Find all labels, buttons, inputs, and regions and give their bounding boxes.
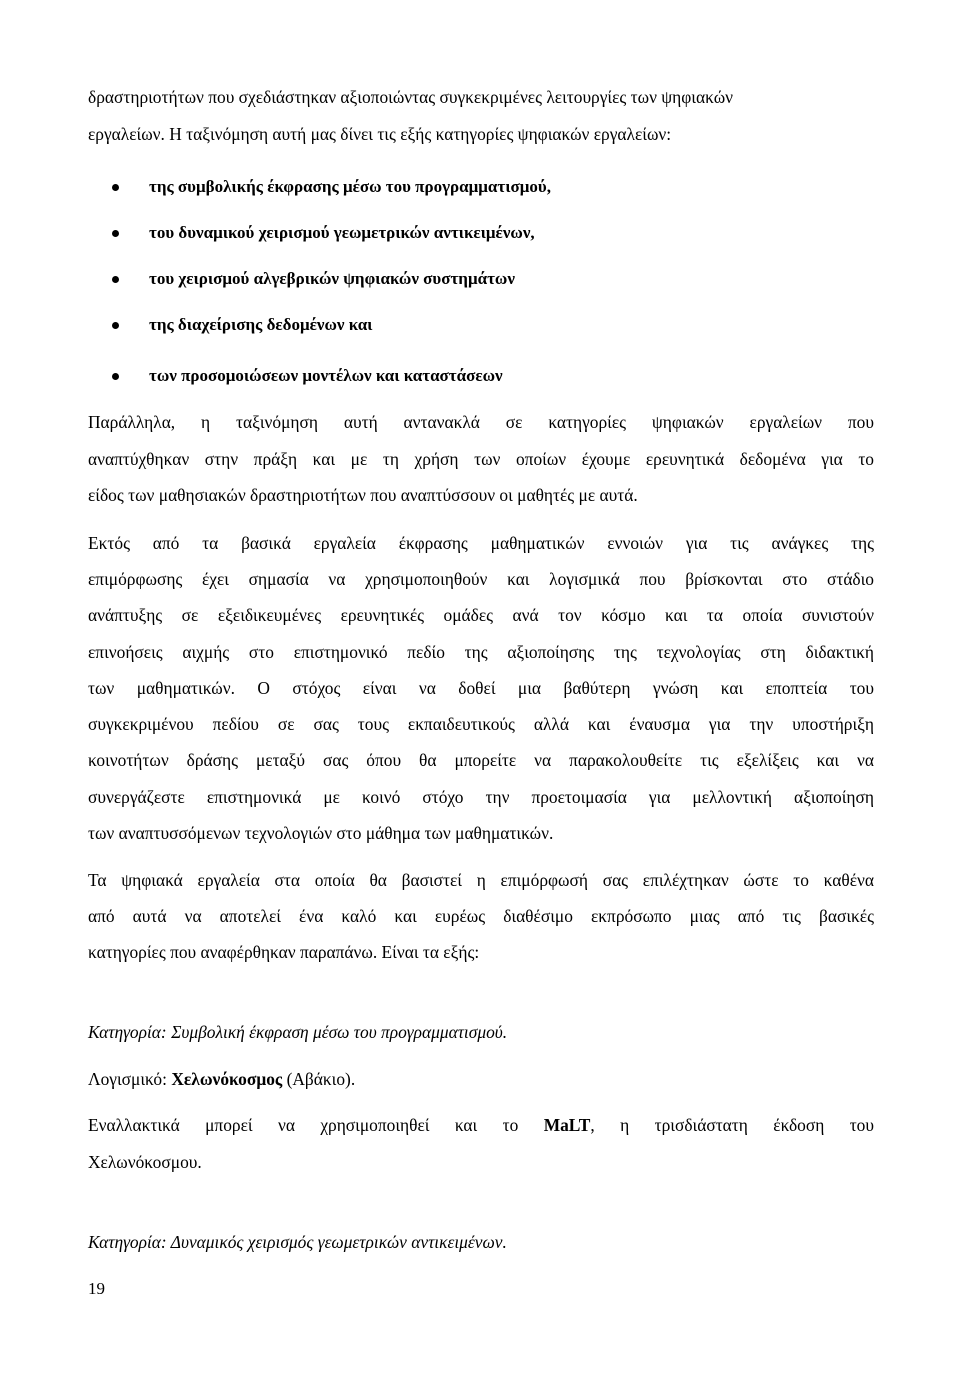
software-suffix: (Αβάκιο). bbox=[282, 1069, 356, 1089]
software-line bbox=[88, 1068, 355, 1090]
para2-line-1: Εκτός από τα βασικά εργαλεία έκφρασης μαθηματικών εννοιών για τις ανάγκες της bbox=[88, 533, 874, 553]
alternative-name: MaLT bbox=[543, 1115, 591, 1135]
para1-line-1: Παράλληλα, η ταξινόμηση αυτή αντανακλά σε κατηγορίες ψηφιακών εργαλείων που bbox=[88, 412, 874, 432]
para3-line-2: από αυτά να αποτελεί ένα καλό και ευρέως διαθέσιμο εκπρόσωπο μιας από τις βασικές bbox=[88, 906, 874, 926]
bullet-item-3: του χειρισμού αλγεβρικών ψηφιακών συστημάτων bbox=[149, 269, 515, 288]
bullet-dot-3 bbox=[112, 276, 119, 283]
intro-line-1: δραστηριοτήτων που σχεδιάστηκαν αξιοποιώντας συγκεκριμένες λειτουργίες των ψηφιακών bbox=[88, 87, 734, 107]
bullet-item-1: της συμβολικής έκφρασης μέσω του προγραμματισμού, bbox=[149, 177, 551, 196]
category-heading-1: Κατηγορία: Συμβολική έκφραση μέσω του προγραμματισμού. bbox=[88, 1022, 508, 1042]
para3-line-1: Τα ψηφιακά εργαλεία στα οποία θα βασιστεί η επιμόρφωσή σας επιλέχτηκαν ώστε το καθένα bbox=[88, 870, 874, 890]
para2-line-9: των αναπτυσσόμενων τεχνολογιών στο μάθημα των μαθηματικών. bbox=[88, 823, 554, 843]
para3-line-3: κατηγορίες που αναφέρθηκαν παραπάνω. Είναι τα εξής: bbox=[88, 942, 480, 962]
para2-line-7: κοινοτήτων δράσης μεταξύ σας όπου θα μπορείτε να παρακολουθείτε τις εξελίξεις και να bbox=[88, 750, 874, 770]
bullet-dot-5 bbox=[112, 373, 119, 380]
para1-line-3: είδος των μαθησιακών δραστηριοτήτων που αναπτύσσουν οι μαθητές με αυτά. bbox=[88, 485, 638, 505]
bullet-item-2: του δυναμικού χειρισμού γεωμετρικών αντικειμένων, bbox=[149, 223, 535, 242]
alternative-line-1 bbox=[88, 1114, 874, 1136]
page-number: 19 bbox=[88, 1279, 105, 1298]
bullet-item-4: της διαχείρισης δεδομένων και bbox=[149, 315, 373, 334]
para2-line-3: ανάπτυξης σε εξειδικευμένες ερευνητικές ομάδες ανά τον κόσμο και τα οποία συνιστούν bbox=[88, 605, 874, 625]
alternative-suffix: , η τρισδιάστατη έκδοση του bbox=[590, 1115, 874, 1135]
para1-line-2: αναπτύχθηκαν στην πράξη και με τη χρήση των οποίων έχουμε ερευνητικά δεδομένα για το bbox=[88, 449, 874, 469]
para2-line-2: επιμόρφωσης έχει σημασία να χρησιμοποιηθούν και λογισμικά που βρίσκονται στο στάδιο bbox=[88, 569, 874, 589]
bullet-dot-4 bbox=[112, 322, 119, 329]
software-name: Χελωνόκοσμος bbox=[171, 1069, 283, 1089]
alternative-prefix: Εναλλακτικά μπορεί να χρησιμοποιηθεί και το bbox=[88, 1115, 544, 1135]
para2-line-5: των μαθηματικών. Ο στόχος είναι να δοθεί μια βαθύτερη γνώση και εποπτεία του bbox=[88, 678, 874, 698]
bullet-item-5: των προσομοιώσεων μοντέλων και καταστάσεων bbox=[149, 366, 503, 385]
intro-line-2: εργαλείων. Η ταξινόμηση αυτή μας δίνει τις εξής κατηγορίες ψηφιακών εργαλείων: bbox=[88, 124, 672, 144]
category-heading-2: Κατηγορία: Δυναμικός χειρισμός γεωμετρικών αντικειμένων. bbox=[88, 1232, 507, 1252]
para2-line-6: συγκεκριμένου πεδίου σε σας τους εκπαιδευτικούς αλλά και έναυσμα για την υποστήριξη bbox=[88, 714, 874, 734]
software-prefix: Λογισμικό: bbox=[88, 1069, 172, 1089]
alternative-line-2: Χελωνόκοσμου. bbox=[88, 1152, 202, 1172]
bullet-dot-1 bbox=[112, 184, 119, 191]
para2-line-4: επινοήσεις αιχμής στο επιστημονικό πεδίο της αξιοποίησης της τεχνολογίας στη διδακτική bbox=[88, 642, 874, 662]
para2-line-8: συνεργάζεστε επιστημονικά με κοινό στόχο την προετοιμασία για μελλοντική αξιοποίηση bbox=[88, 787, 874, 807]
bullet-dot-2 bbox=[112, 230, 119, 237]
